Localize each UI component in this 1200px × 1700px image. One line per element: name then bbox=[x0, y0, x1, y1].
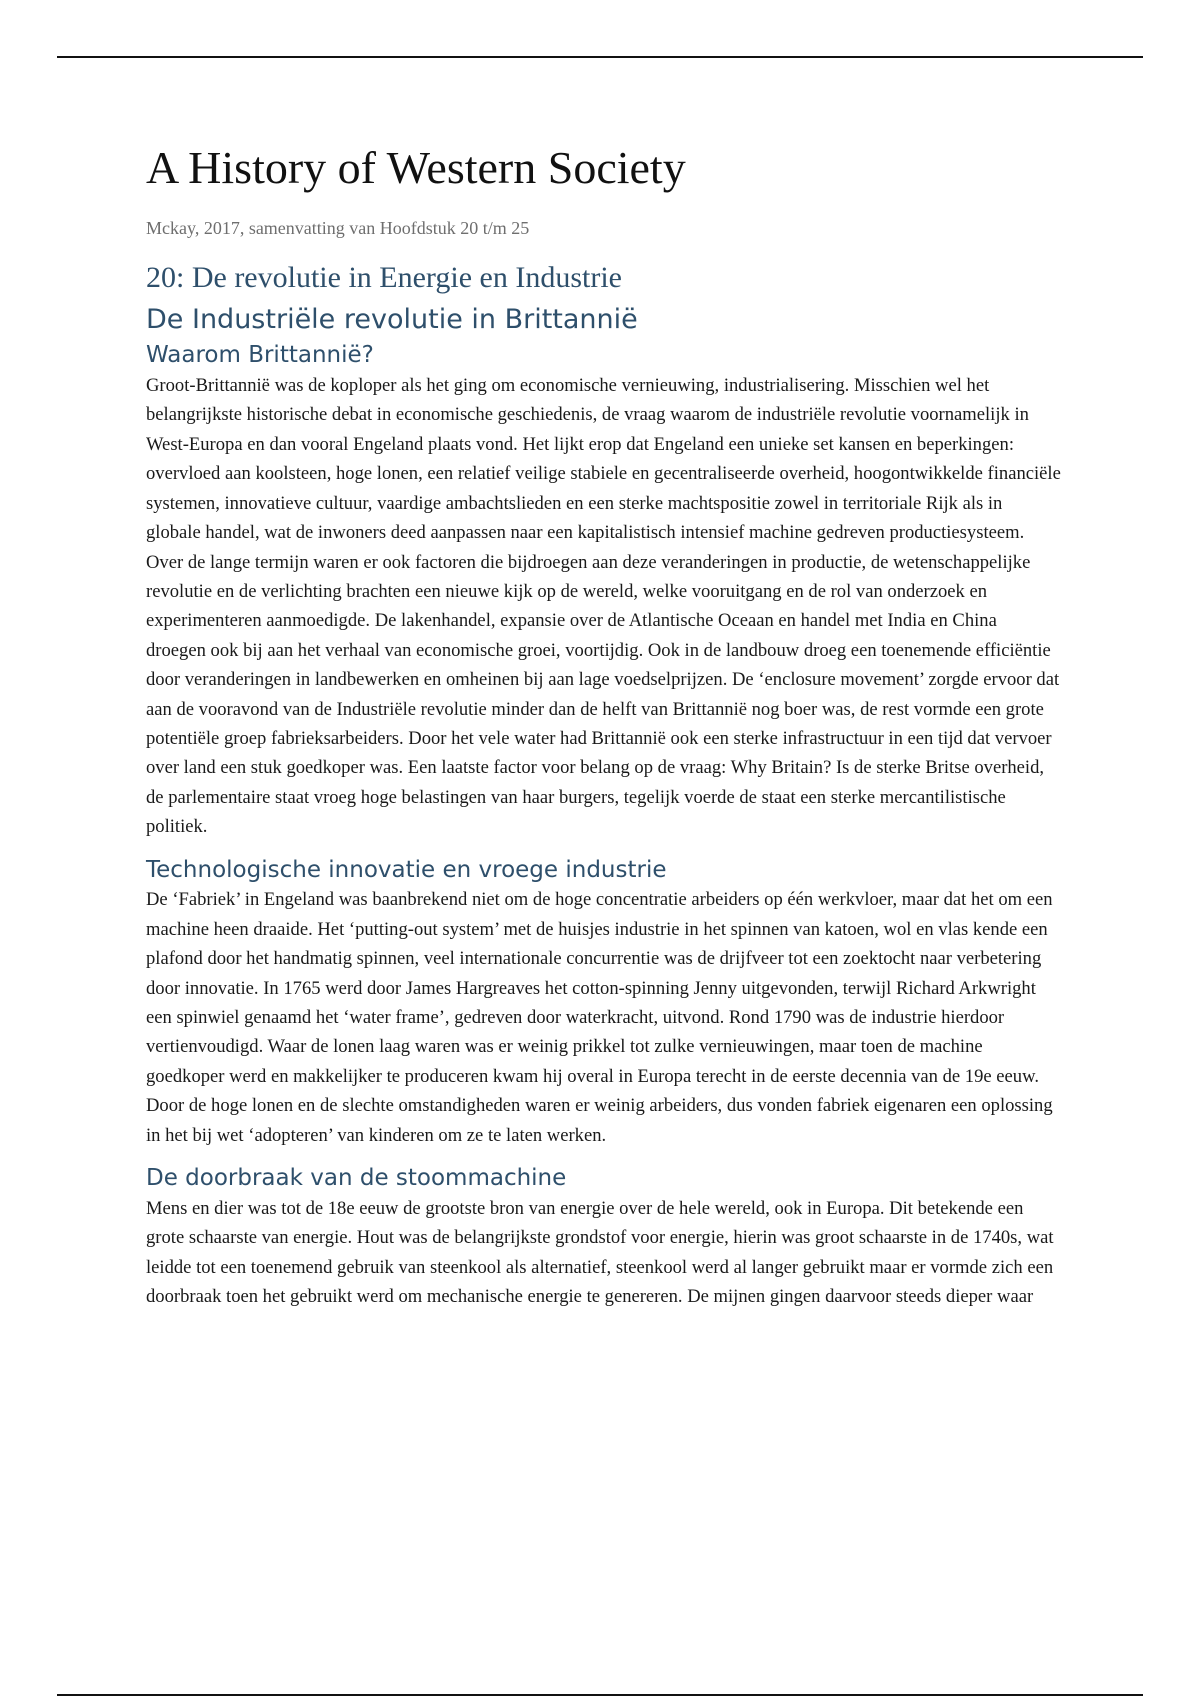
subsection-heading-stoommachine: De doorbraak van de stoommachine bbox=[146, 1165, 567, 1192]
subsection-heading-waarom-brittannie: Waarom Brittannië? bbox=[146, 342, 374, 369]
bottom-rule bbox=[57, 1694, 1143, 1696]
paragraph-technologische-innovatie: De ‘Fabriek’ in Engeland was baanbrekend niet om de hoge concentratie arbeiders op één werkvloer, maar dat het om een machine heen draaide. Het ‘putting-out system’ met de huisjes industrie in het spinnen van katoen, wol en vlas kende een plafond door het handmatig spinnen, veel internationale concurrentie was de drijfveer tot een zoektocht naar verbetering door innovatie. In 1765 werd door James Hargreaves het cotton-spinning Jenny uitgevonden, terwijl Richard Arkwright een spinwiel genaamd het ‘water frame’, gedreven door waterkracht, uitvond. Rond 1790 was de industrie hierdoor vertienvoudigd. Waar de lonen laag waren was er weinig prikkel tot zulke vernieuwingen, maar toen de machine goedkoper werd en makkelijker te produceren kwam hij overal in Europa terecht in de eerste decennia van de 19e eeuw. Door de hoge lonen en de slechte omstandigheden waren er weinig arbeiders, dus vonden fabriek eigenaren een oplossing in het bij wet ‘adopteren’ van kinderen om ze te laten werken. bbox=[146, 889, 1053, 1146]
chapter-heading: 20: De revolutie in Energie en Industrie bbox=[146, 260, 622, 294]
paragraph-stoommachine: Mens en dier was tot de 18e eeuw de grootste bron van energie over de hele wereld, ook in Europa. Dit betekende een grote schaarste van energie. Hout was de belangrijkste grondstof voor energie, hierin was groot schaarste in de 1740s, wat leidde tot een toenemend gebruik van steenkool als alternatief, steenkool werd al langer gebruikt maar er vormde zich een doorbraak toen het gebruikt werd om mechanische energie te genereren. De mijnen gingen daarvoor steeds dieper waar bbox=[146, 1198, 1054, 1308]
document-title: A History of Western Society bbox=[146, 142, 686, 193]
section-heading: De Industriële revolutie in Brittannië bbox=[146, 304, 638, 336]
document-subtitle: Mckay, 2017, samenvatting van Hoofdstuk 20 t/m 25 bbox=[146, 218, 530, 239]
paragraph-waarom-brittannie: Groot-Brittannië was de koploper als het ging om economische vernieuwing, industrialisering. Misschien wel het belangrijkste historische debat in economische geschiedenis, de vraag waarom de industriële revolutie voornamelijk in West-Europa en dan vooral Engeland plaats vond. Het lijkt erop dat Engeland een unieke set kansen en beperkingen: overvloed aan koolsteen, hoge lonen, een relatief veilige stabiele en gecentraliseerde overheid, hoogontwikkelde financiële systemen, innovatieve cultuur, vaardige ambachtslieden en een sterke machtspositie zowel in territoriale Rijk als in globale handel, wat de inwoners deed aanpassen naar een kapitalistisch intensief machine gedreven productiesysteem. Over de lange termijn waren er ook factoren die bijdroegen aan deze veranderingen in productie, de wetenschappelijke revolutie en de verlichting brachten een nieuwe kijk op de wereld, welke vooruitgang en de rol van onderzoek en experimenteren aanmoedigde. De lakenhandel, expansie over de Atlantische Oceaan en handel met India en China droegen ook bij aan het verhaal van economische groei, voortijdig. Ook in de landbouw droeg een toenemende efficiëntie door veranderingen in landbewerken en omheinen bij aan lage voedselprijzen. De ‘enclosure movement’ zorgde ervoor dat aan de vooravond van de Industriële revolutie minder dan de helft van Brittannië nog boer was, de rest vormde een grote potentiële groep fabrieksarbeiders. Door het vele water had Brittannië ook een sterke infrastructuur in een tijd dat vervoer over land een stuk goedkoper was. Een laatste factor voor belang op de vraag: Why Britain? Is de sterke Britse overheid, de parlementaire staat vroeg hoge belastingen van haar burgers, tegelijk voerde de staat een sterke mercantilistische politiek. bbox=[146, 375, 1061, 838]
subsection-heading-technologische-innovatie: Technologische innovatie en vroege industrie bbox=[146, 856, 667, 883]
top-rule bbox=[57, 56, 1143, 58]
page-content bbox=[146, 140, 1061, 1312]
